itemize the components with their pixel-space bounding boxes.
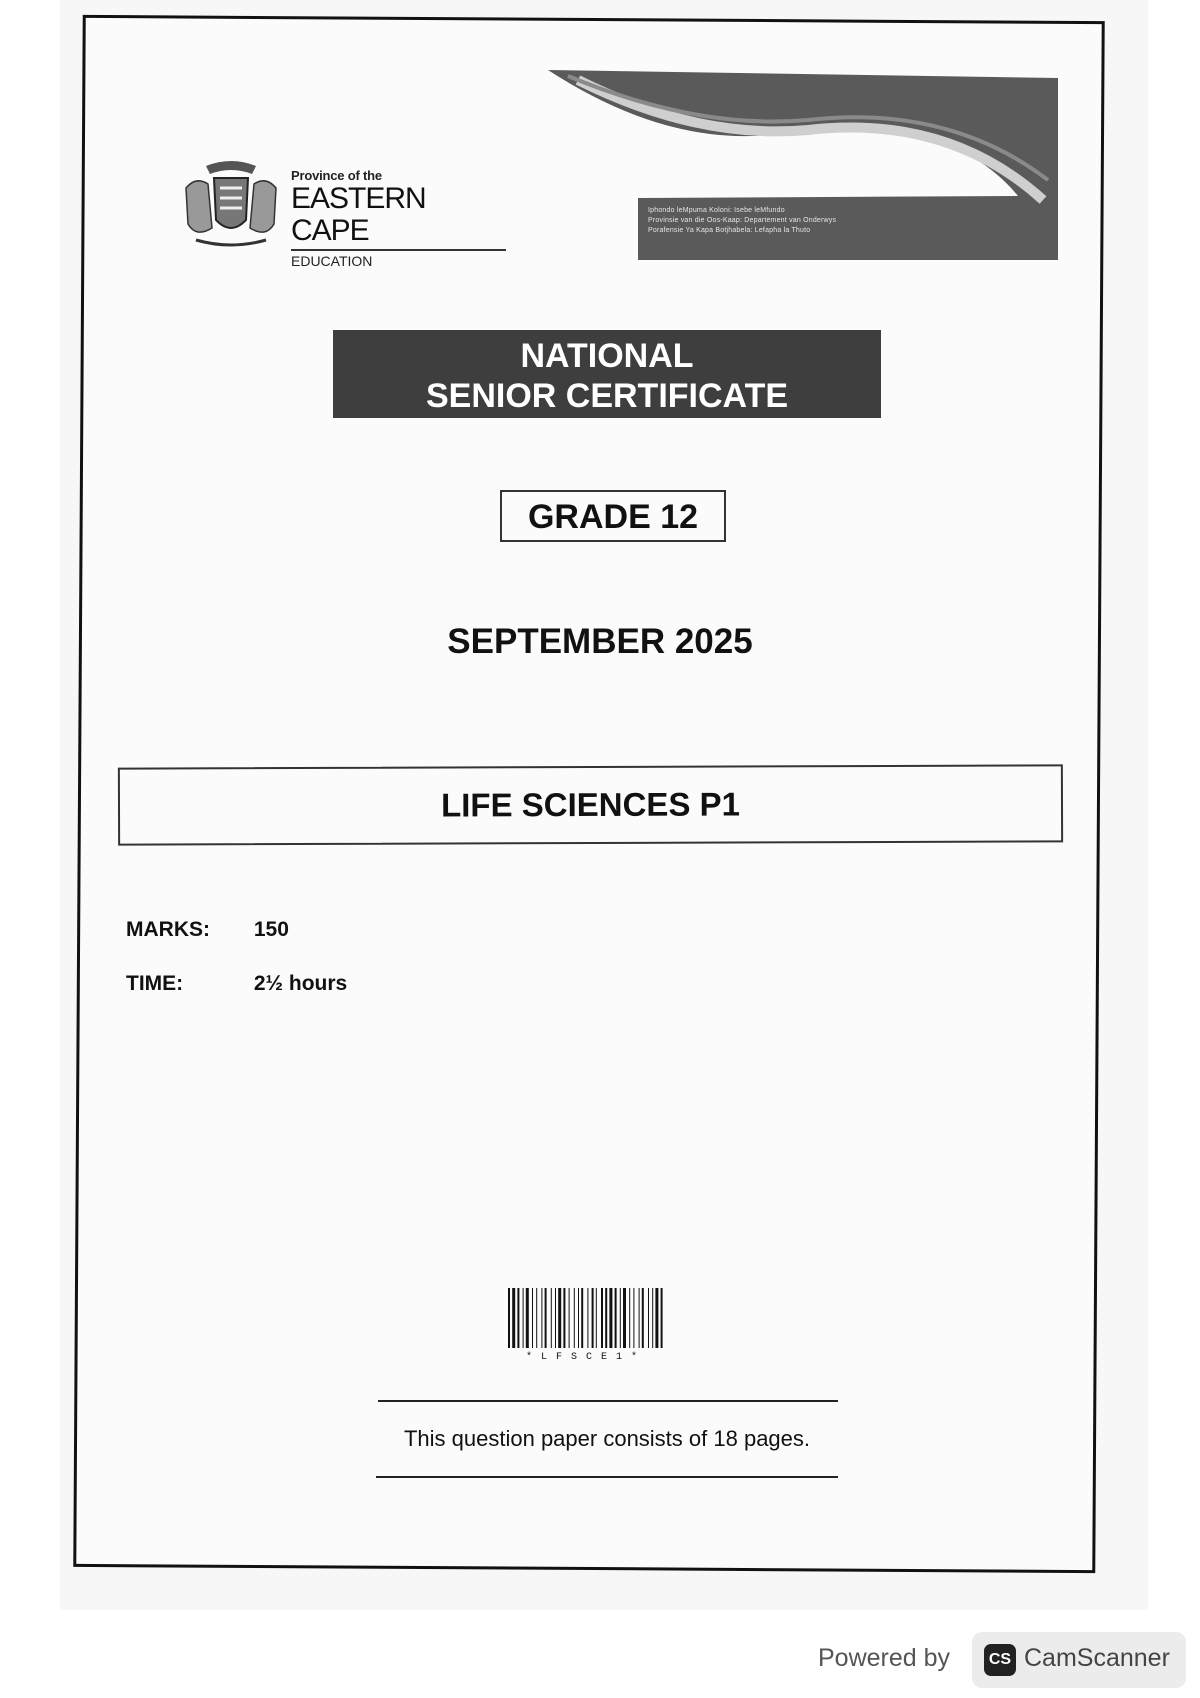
barcode-bar (615, 1288, 617, 1348)
barcode-bar (592, 1288, 594, 1348)
camscanner-logo-icon: CS (984, 1644, 1016, 1676)
grade-box: GRADE 12 (500, 490, 726, 542)
barcode-bar (555, 1288, 556, 1348)
barcode-bar (578, 1288, 579, 1348)
divider-bottom (376, 1476, 838, 1478)
title-line-2: SENIOR CERTIFICATE (425, 377, 789, 415)
barcode-bar (532, 1288, 533, 1348)
barcode-bar (596, 1288, 597, 1348)
banner-line: Porafensie Ya Kapa Botjhabela: Lefapha la Thuto (648, 227, 811, 234)
banner-line: Provinsie van die Oos-Kaap: Departement van Onderwys (648, 217, 837, 224)
banner-text (648, 206, 836, 236)
barcode-bar (517, 1288, 519, 1348)
time-value: 2½ hours (253, 972, 348, 995)
barcode-bar (639, 1288, 640, 1348)
barcode-caption: *LFSCE1* (525, 1352, 646, 1363)
logo-education-text: EDUCATION (291, 253, 373, 269)
barcode-bar (581, 1288, 583, 1348)
barcode-bar (541, 1288, 542, 1348)
barcode-bar (523, 1288, 524, 1348)
page-count-note: This question paper consists of 18 pages. (403, 1426, 811, 1451)
marks-label: MARKS: (126, 918, 210, 941)
certificate-title (333, 330, 881, 418)
barcode-bar (508, 1288, 510, 1348)
marks-value: 150 (253, 918, 289, 941)
camscanner-name: CamScanner (1024, 1644, 1170, 1672)
barcode-bar (545, 1288, 547, 1348)
barcode (506, 1288, 666, 1368)
barcode-bar (512, 1288, 515, 1348)
barcode-bar (558, 1288, 561, 1348)
barcode-bar (605, 1288, 607, 1348)
scan-margin (1148, 0, 1200, 1610)
barcode-bar (620, 1288, 621, 1348)
exam-date: SEPTEMBER 2025 (447, 622, 753, 661)
time-row (126, 972, 347, 996)
barcode-bar (629, 1288, 630, 1348)
title-line-1: NATIONAL (520, 337, 694, 375)
barcode-bar (652, 1288, 653, 1348)
barcode-bar (526, 1288, 529, 1348)
coat-of-arms-icon (176, 158, 286, 250)
powered-by-text: Powered by (818, 1644, 951, 1672)
barcode-bar (655, 1288, 658, 1348)
barcode-bar (551, 1288, 552, 1348)
barcode-bar (536, 1288, 537, 1348)
barcode-bar (569, 1288, 570, 1348)
camscanner-badge (972, 1632, 1186, 1688)
subject-box: LIFE SCIENCES P1 (118, 764, 1063, 845)
marks-row (126, 918, 289, 942)
barcode-bar (587, 1288, 588, 1348)
barcode-bar (642, 1288, 644, 1348)
barcode-bar (633, 1288, 634, 1348)
logo-province-text: Province of the (291, 168, 382, 183)
barcode-bar (601, 1288, 603, 1348)
barcode-bar (609, 1288, 612, 1348)
barcode-bar (623, 1288, 626, 1348)
barcode-bar (648, 1288, 649, 1348)
barcode-bar (563, 1288, 565, 1348)
logo-eastern-cape-text: EASTERN CAPE (291, 183, 506, 251)
time-label: TIME: (126, 972, 184, 995)
barcode-bar (574, 1288, 575, 1348)
department-banner (548, 70, 1058, 260)
divider-top (378, 1400, 838, 1402)
banner-line: Iphondo leMpuma Koloni: Isebe leMfundo (648, 207, 785, 214)
logo-text (291, 168, 506, 269)
barcode-bar (661, 1288, 663, 1348)
eastern-cape-logo (176, 154, 506, 269)
barcode-bars (506, 1288, 666, 1350)
